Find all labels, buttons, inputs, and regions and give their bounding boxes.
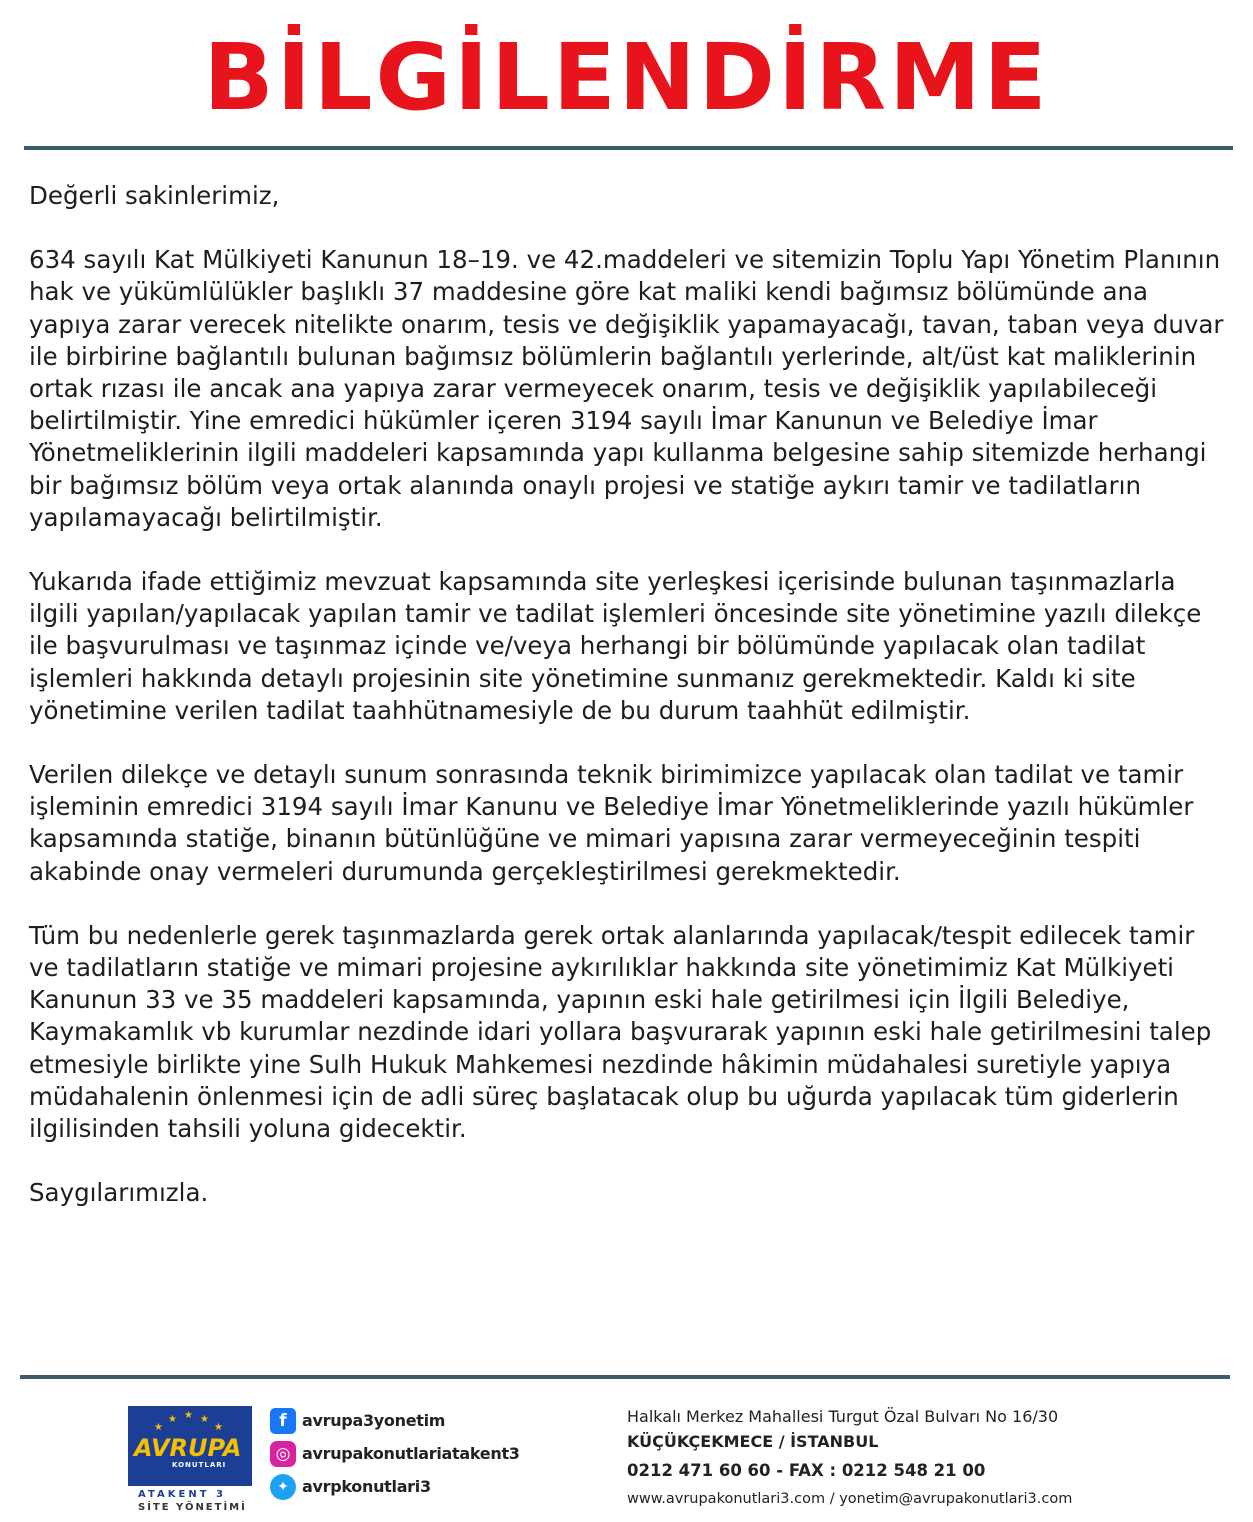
paragraph-1: 634 sayılı Kat Mülkiyeti Kanunun 18–19. ve 42.maddeleri ve sitemizin Toplu Yapı Yönetim Planının hak ve yükümlülükler başlıklı 37 maddesine göre kat maliki kendi bağımsız bölümünde ana yapıya zarar verecek nitelikte onarım, tesis ve değişiklik yapamayacağı, tavan, taban veya duvar ile birbirine bağlantılı bulunan bağımsız bölümlerin bağlantılı yerlerinde, alt/üst kat maliklerinin ortak rızası ile ancak ana yapıya zarar vermeyecek onarım, tesis ve değişiklik yapılabileceği belirtilmiştir. Yine emredici hükümler içeren 3194 sayılı İmar Kanunun ve Belediye İmar Yönetmeliklerinin ilgili maddeleri kapsamında yapı kullanma belgesine sahip sitemizde herhangi bir bağımsız bölüm veya ortak alanında onaylı projesi ve statiğe aykırı tamir ve tadilatların yapılamayacağı belirtilmiştir.: [29, 245, 1224, 532]
phone-fax-line: 0212 471 60 60 - FAX : 0212 548 21 00: [627, 1461, 986, 1480]
star-icon: ★: [168, 1414, 177, 1425]
social-instagram[interactable]: [270, 1437, 520, 1470]
contact-info: [627, 1404, 1072, 1512]
address-line: Halkalı Merkez Mahallesi Turgut Özal Bulvarı No 16/30: [627, 1407, 1059, 1426]
instagram-icon: ◎: [270, 1441, 296, 1467]
paragraph-4: Tüm bu nedenlerle gerek taşınmazlarda gerek ortak alanlarında yapılacak/tespit edilecek tamir ve tadilatların statiğe ve mimari projesine aykırılıklar hakkında site yönetimimiz Kat Mülkiyeti Kanunun 33 ve 35 maddeleri kapsamında, yapının eski hale getirilmesi için İlgili Belediye, Kaymakamlık vb kurumlar nezdinde idari yollara başvurarak yapının eski hale getirilmesini talep etmesiyle birlikte yine Sulh Hukuk Mahkemesi nezdinde hâkimin müdahalesi suretiyle yapıya müdahalenin önlenmesi için de adli süreç başlatacak olup bu uğurda yapılacak tüm giderlerin ilgilisinden tahsili yoluna gidecektir.: [29, 920, 1212, 1144]
web-email-line[interactable]: www.avrupakonutlari3.com / yonetim@avrupakonutlari3.com: [627, 1491, 1073, 1507]
city-line: KÜÇÜKÇEKMECE / İSTANBUL: [627, 1432, 879, 1451]
letter-body: [29, 180, 1229, 1241]
logo-background: [128, 1406, 252, 1486]
logo-wordmark: AVRUPA: [134, 1434, 242, 1462]
logo-site-yonetimi: SİTE YÖNETİMİ: [138, 1502, 247, 1513]
facebook-icon: f: [270, 1408, 296, 1434]
logo-atakent: ATAKENT 3: [138, 1489, 226, 1500]
footer-divider: [20, 1375, 1230, 1379]
facebook-handle[interactable]: avrupa3yonetim: [302, 1411, 446, 1430]
instagram-handle[interactable]: avrupakonutlariatakent3: [302, 1444, 520, 1463]
star-icon: ★: [184, 1410, 193, 1421]
social-twitter[interactable]: [270, 1470, 520, 1503]
closing: Saygılarımızla.: [29, 1178, 209, 1208]
social-links: [270, 1404, 520, 1503]
header-divider: [24, 146, 1233, 150]
star-icon: ★: [214, 1422, 223, 1433]
page-title: BİLGİLENDİRME: [203, 24, 1050, 131]
paragraph-2: Yukarıda ifade ettiğimiz mevzuat kapsamında site yerleşkesi içerisinde bulunan taşınmazlarla ilgili yapılan/yapılacak yapılan tamir ve tadilat işlemleri öncesinde site yönetimine yazılı dilekçe ile başvurulması ve taşınmaz içinde ve/veya herhangi bir bölümünde yapılacak olan tadilat işlemleri hakkında detaylı projesinin site yönetimine sunmanız gerekmektedir. Kaldı ki site yönetimine verilen tadilat taahhütnamesiyle de bu durum taahhüt edilmiştir.: [29, 567, 1202, 725]
salutation: Değerli sakinlerimiz,: [29, 181, 280, 210]
paragraph-3: Verilen dilekçe ve detaylı sunum sonrasında teknik birimimizce yapılacak olan tadilat ve tamir işleminin emredici 3194 sayılı İmar Kanunu ve Belediye İmar Yönetmeliklerinde yazılı hükümler kapsamında statiğe, binanın bütünlüğüne ve mimari yapısına zarar vermeyeceğinin tespiti akabinde onay vermeleri durumunda gerçekleştirilmesi gerekmektedir.: [29, 760, 1194, 886]
social-facebook[interactable]: [270, 1404, 520, 1437]
site-logo: [128, 1406, 252, 1513]
twitter-handle[interactable]: avrpkonutlari3: [302, 1477, 431, 1496]
logo-subtitle: KONUTLARI: [172, 1461, 227, 1469]
twitter-icon: ✦: [270, 1474, 296, 1500]
star-icon: ★: [200, 1414, 209, 1425]
star-icon: ★: [154, 1422, 163, 1433]
